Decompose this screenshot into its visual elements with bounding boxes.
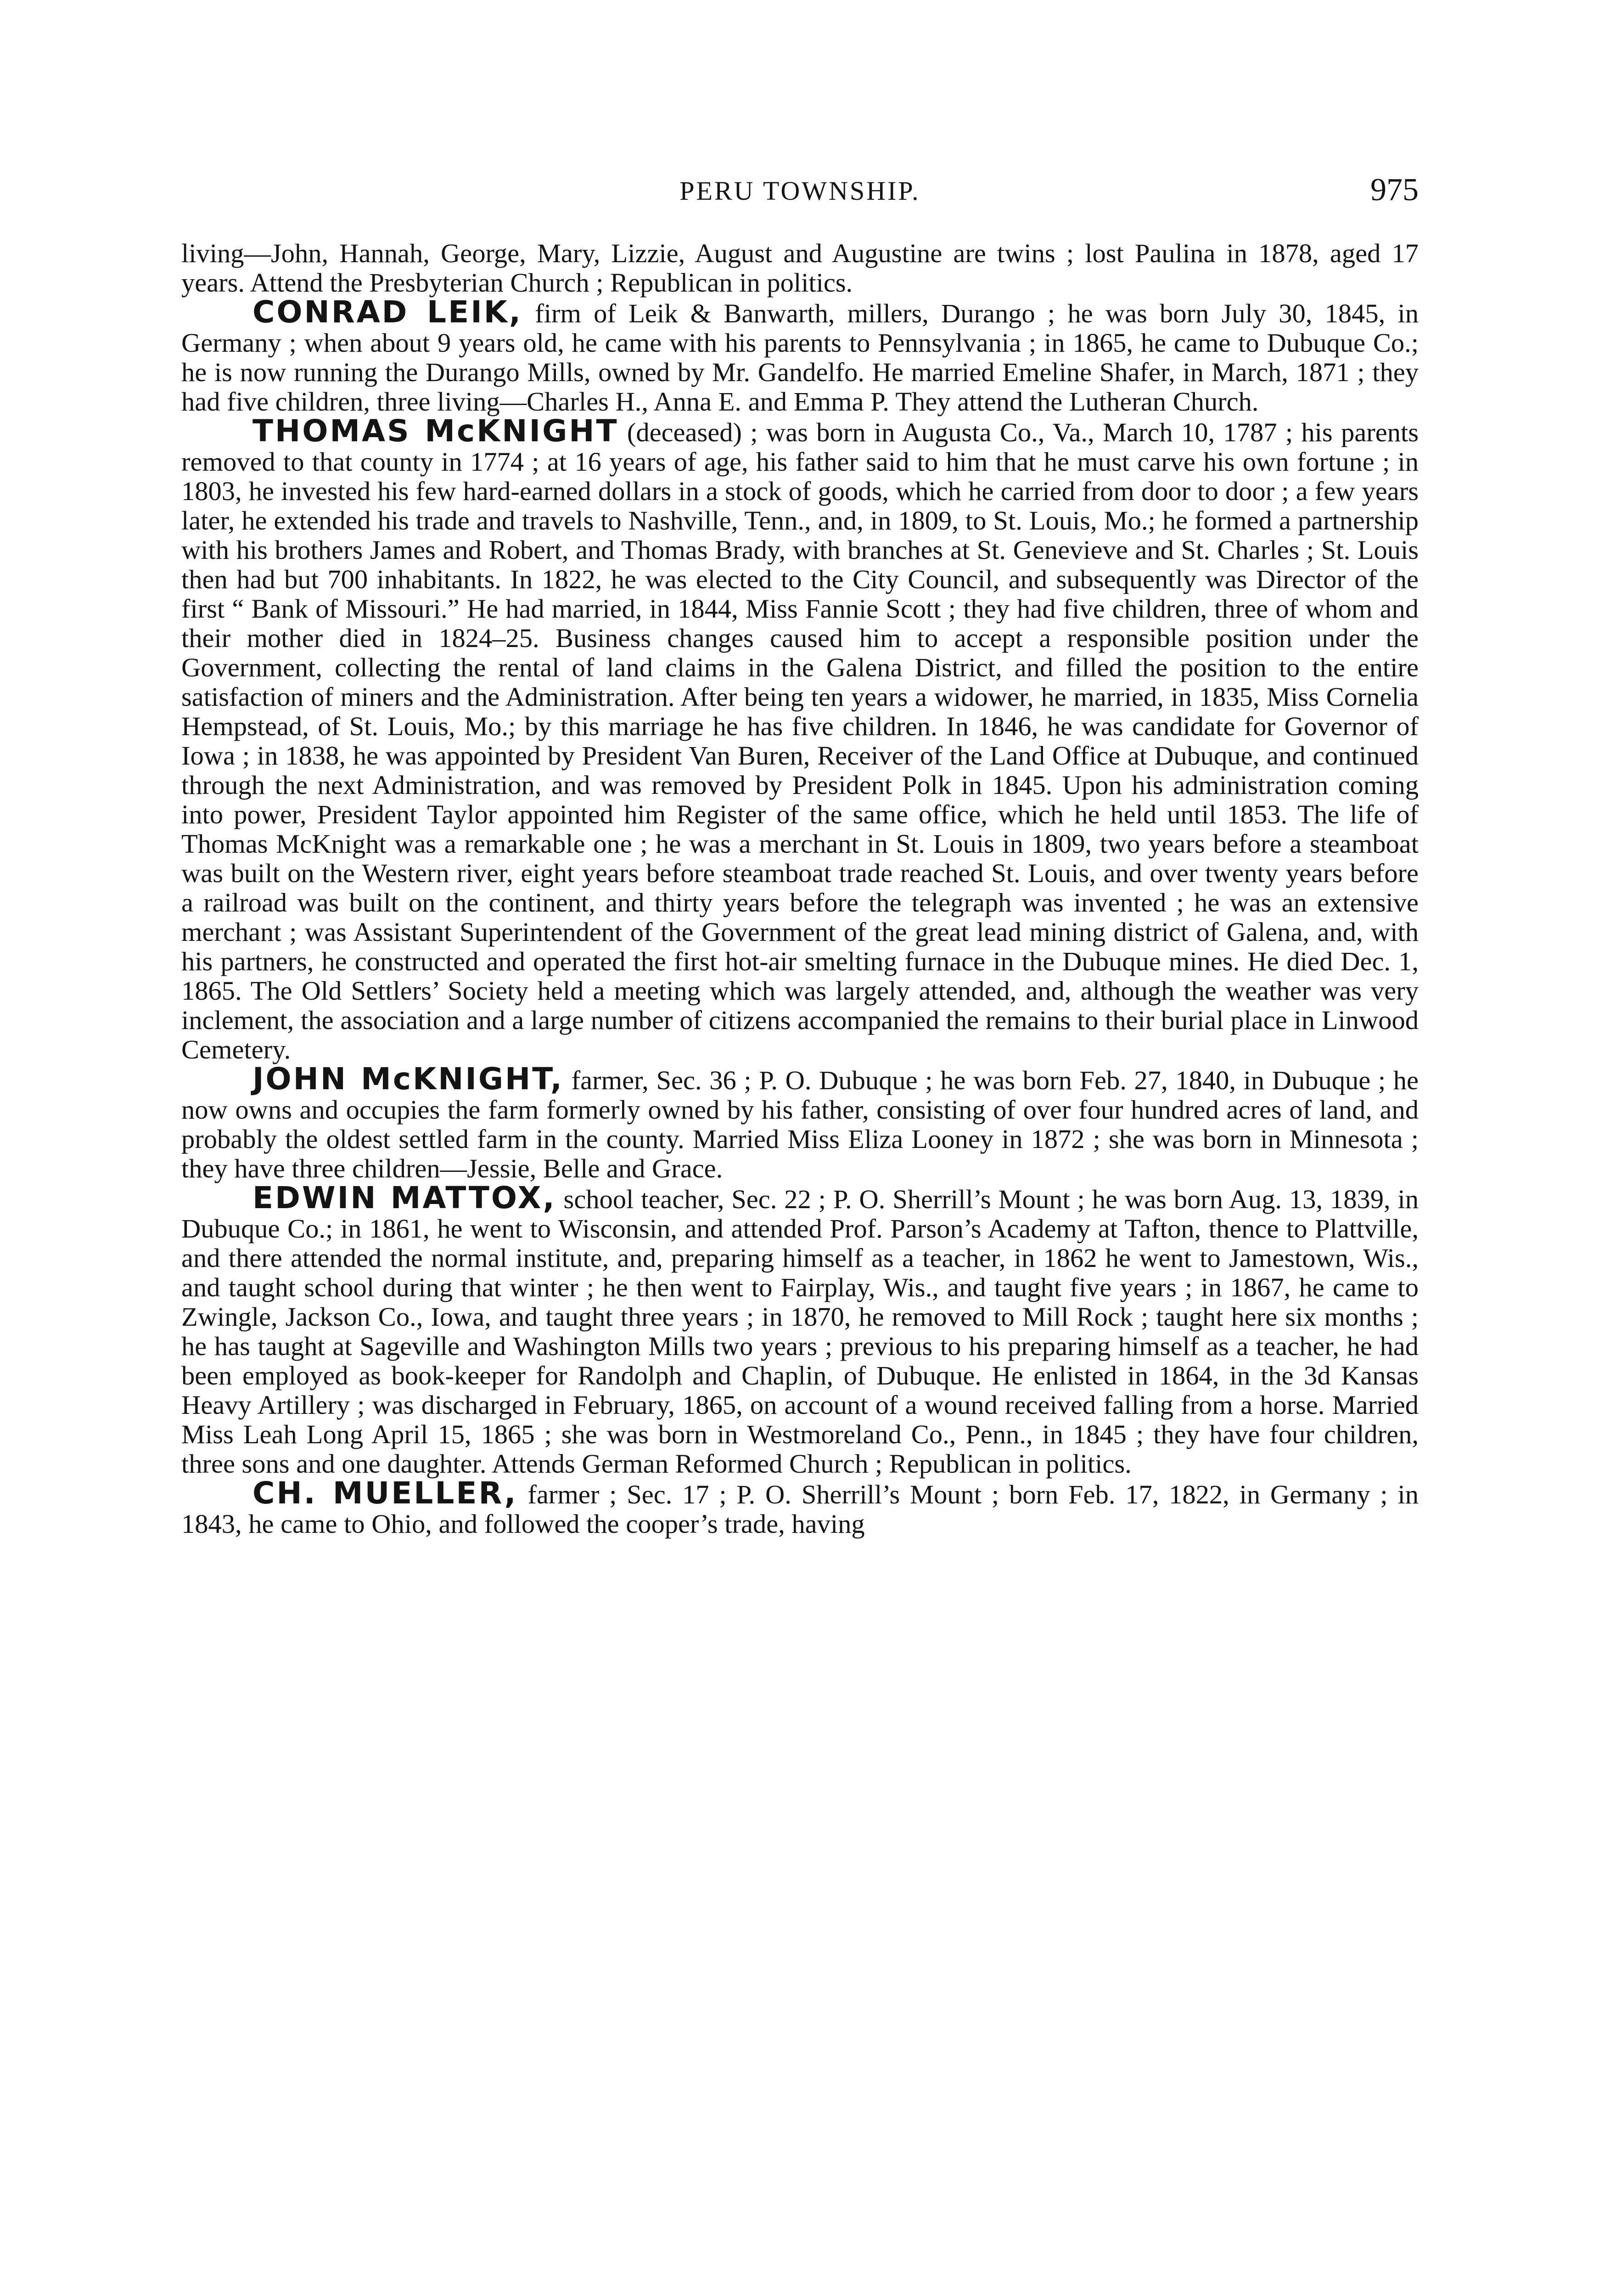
entry-john-mcknight — [181, 1061, 1419, 1183]
entry-name: CONRAD LEIK, — [252, 294, 522, 330]
running-head: PERU TOWNSHIP. — [679, 176, 920, 206]
entry-name: THOMAS McKNIGHT — [252, 413, 619, 449]
book-page — [181, 0, 1419, 2296]
entry-text: (deceased) ; was born in Augusta Co., Va., March 10, 1787 ; his parents removed to that county in 1774 ; at 16 years of age, his father said to him that he must carve his own fortune ; in 1803, he invested his few hard-earned dollars in a stock of goods, which he carried from door to door ; a few years later, he extended his trade and travels to Nashville, Tenn., and, in 1809, to St. Louis, Mo.; he formed a partnership with his brothers James and Robert, and Thomas Brady, with branches at St. Genevieve and St. Charles ; St. Louis then had but 700 inhabitants. In 1822, he was elected to the City Council, and subsequently was Director of the first “ Bank of Missouri.” He had married, in 1844, Miss Fannie Scott ; they had five children, three of whom and their mother died in 1824–25. Business changes caused him to accept a responsible position under the Government, collecting the rental of land claims in the Galena District, and filled the position to the entire satisfaction of miners and the Administration. After being ten years a widower, he married, in 1835, Miss Cornelia Hempstead, of St. Louis, Mo.; by this marriage he has five children. In 1846, he was candidate for Governor of Iowa ; in 1838, he was appointed by President Van Buren, Receiver of the Land Office at Dubuque, and continued through the next Administration, and was removed by President Polk in 1845. Upon his administration coming into power, President Taylor appointed him Register of the same office, which he held until 1853. The life of Thomas McKnight was a remarkable one ; he was a merchant in St. Louis in 1809, two years before a steamboat was built on the Western river, eight years before steamboat trade reached St. Louis, and over twenty years before a railroad was built on the continent, and thirty years before the telegraph was invented ; he was an extensive merchant ; was Assistant Superintendent of the Government of the great lead mining district of Galena, and, with his partners, he constructed and operated the first hot-air smelting furnace in the Dubuque mines. He died Dec. 1, 1865. The Old Settlers’ Society held a meeting which was largely attended, and, although the weather was very inclement, the association and a large number of citizens accompanied the remains to their burial place in Linwood Cemetery. — [181, 417, 1419, 1064]
entry-text: school teacher, Sec. 22 ; P. O. Sherrill’s Mount ; he was born Aug. 13, 1839, in Dubuque Co.; in 1861, he went to Wisconsin, and attended Prof. Parson’s Academy at Tafton, thence to Plattville, and there attended the normal institute, and, preparing himself as a teacher, in 1862 he went to Jamestown, Wis., and taught school during that winter ; he then went to Fairplay, Wis., and taught five years ; in 1867, he came to Zwingle, Jackson Co., Iowa, and taught three years ; in 1870, he removed to Mill Rock ; taught here six months ; he has taught at Sageville and Washington Mills two years ; previous to his preparing himself as a teacher, he had been employed as book-keeper for Randolph and Chaplin, of Dubuque. He enlisted in 1864, in the 3d Kansas Heavy Artillery ; was discharged in February, 1865, on account of a wound received falling from a horse. Married Miss Leah Long April 15, 1865 ; she was born in Westmoreland Co., Penn., in 1845 ; they have four children, three sons and one daughter. Attends German Reformed Church ; Republican in politics. — [181, 1184, 1419, 1479]
body-text — [181, 239, 1419, 1539]
paragraph-text: living—John, Hannah, George, Mary, Lizzie, August and Augustine are twins ; lost Paulina in 1878, aged 17 years. Attend the Presbyterian Church ; Republican in politics. — [181, 238, 1419, 298]
entry-edwin-mattox — [181, 1180, 1419, 1479]
entry-text: firm of Leik & Banwarth, millers, Durango ; he was born July 30, 1845, in Germany ; when about 9 years old, he came with his parents to Pennsylvania ; in 1865, he came to Dubuque Co.; he is now running the Durango Mills, owned by Mr. Gandelfo. He married Emeline Shafer, in March, 1871 ; they had five children, three living—Charles H., Anna E. and Emma P. They attend the Lutheran Church. — [181, 298, 1419, 416]
entry-text: farmer ; Sec. 17 ; P. O. Sherrill’s Mount ; born Feb. 17, 1822, in Germany ; in 1843, he came to Ohio, and followed the cooper’s trade, having — [181, 1480, 1419, 1539]
entry-name: CH. MUELLER, — [252, 1475, 518, 1511]
entry-name: EDWIN MATTOX, — [252, 1180, 556, 1216]
entry-text: farmer, Sec. 36 ; P. O. Dubuque ; he was born Feb. 27, 1840, in Dubuque ; he now owns and occupies the farm formerly owned by his father, consisting of over four hundred acres of land, and probably the oldest settled farm in the county. Married Miss Eliza Looney in 1872 ; she was born in Minnesota ; they have three children—Jessie, Belle and Grace. — [181, 1065, 1419, 1183]
entry-ch-mueller — [181, 1475, 1419, 1539]
entry-conrad-leik — [181, 294, 1419, 416]
entry-thomas-mcknight — [181, 413, 1419, 1064]
page-number: 975 — [1370, 172, 1419, 208]
paragraph-continuation — [181, 239, 1419, 298]
page-header — [181, 172, 1419, 217]
entry-name: JOHN McKNIGHT, — [252, 1061, 564, 1097]
